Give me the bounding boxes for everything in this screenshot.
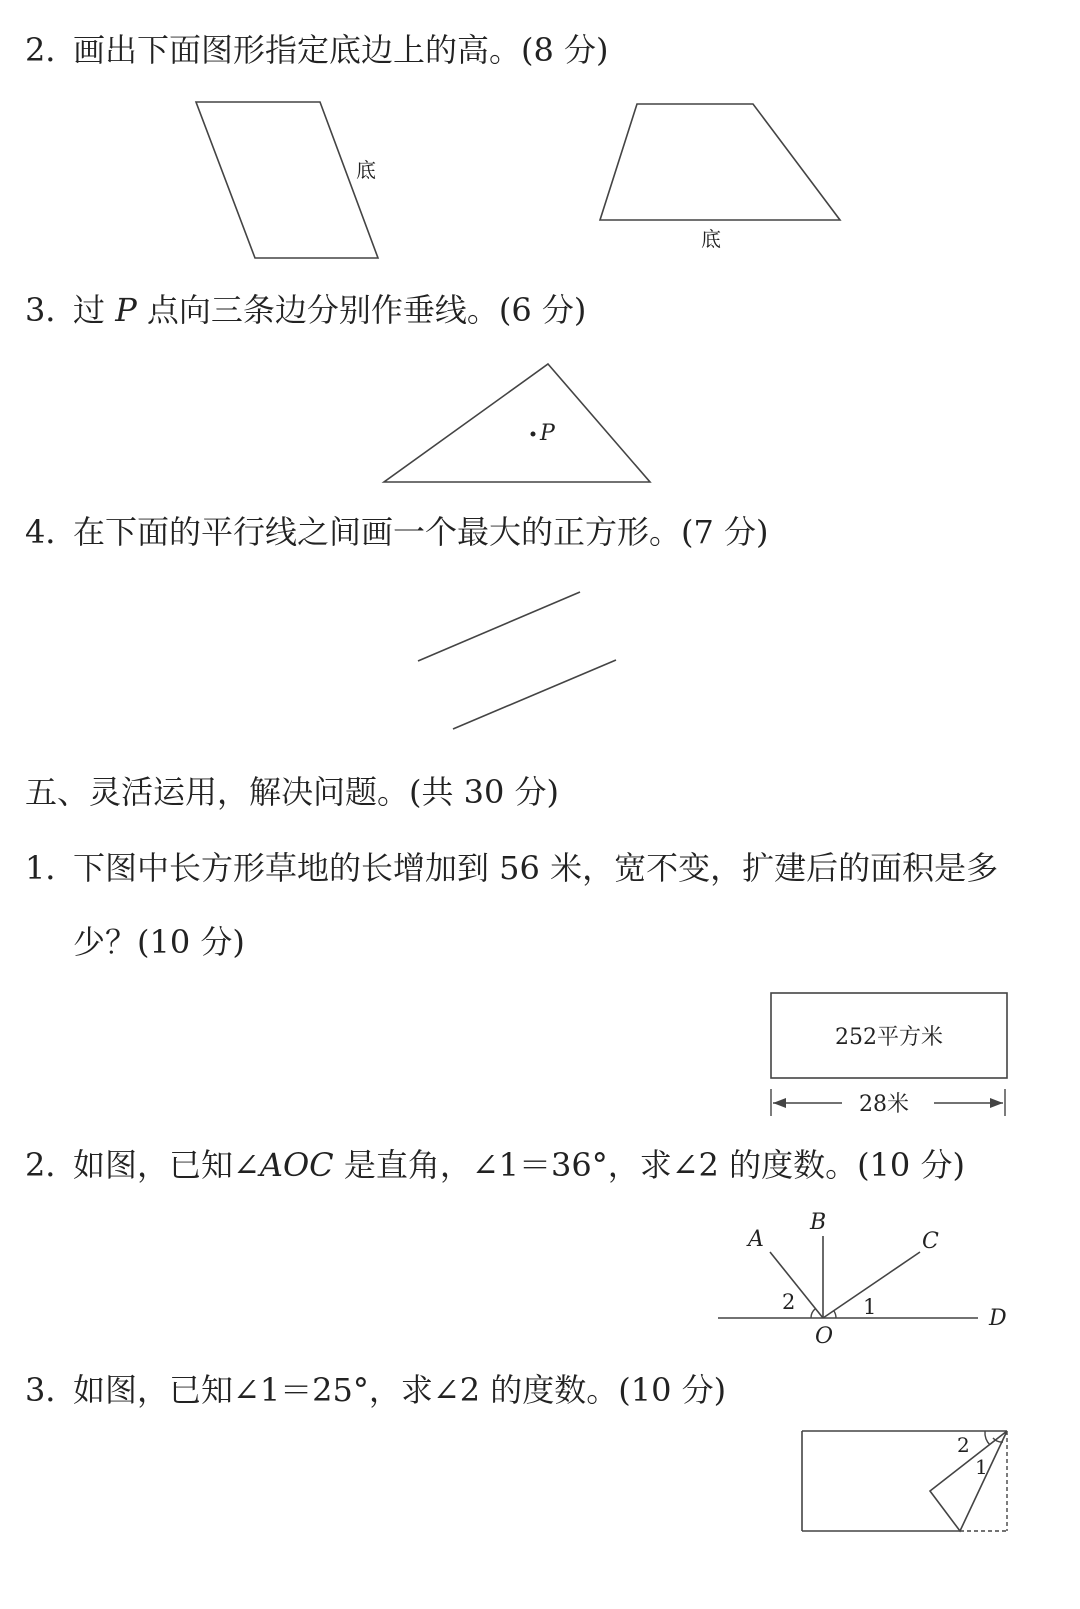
point-var: P [115, 291, 137, 329]
problem-text-pre: 如图，已知∠ [73, 1146, 260, 1184]
parallelogram-base-label: 底 [356, 158, 376, 182]
lawn-area-label: 252平方米 [835, 1025, 943, 1050]
label-a: A [748, 1227, 764, 1252]
parallel-line-bottom [453, 660, 616, 729]
point-p-dot [531, 432, 536, 437]
label-o: O [815, 1324, 834, 1349]
angle-2-arc [811, 1309, 816, 1318]
trapezoid-shape [600, 104, 840, 220]
parallel-line-top [418, 592, 580, 661]
problem-text: 如图，已知∠1＝25°，求∠2 的度数。(10 分) [73, 1371, 727, 1409]
problem-number: 1． [25, 849, 78, 887]
dim-arrow-left [773, 1098, 786, 1108]
angle-2-label: 2 [782, 1290, 796, 1314]
question-number: 4． [25, 513, 78, 551]
angle-2-label-p3: 2 [957, 1433, 970, 1457]
angle-1-label: 1 [863, 1295, 877, 1319]
section-title-text: 五、灵活运用，解决问题。(共 30 分) [25, 773, 560, 811]
label-d: D [989, 1306, 1007, 1331]
lawn-length-label: 28米 [859, 1092, 909, 1117]
triangle-shape [384, 364, 650, 482]
angle-name: AOC [259, 1146, 334, 1184]
question-number: 2． [25, 31, 78, 69]
problem-number: 3． [25, 1371, 78, 1409]
angle-1-arc [834, 1311, 836, 1318]
label-b: B [810, 1210, 827, 1235]
parallelogram-shape [196, 102, 378, 258]
problem-text-line1: 下图中长方形草地的长增加到 56 米，宽不变，扩建后的面积是多 [73, 849, 999, 887]
question-number: 3． [25, 291, 78, 329]
dim-arrow-right [990, 1098, 1003, 1108]
point-p-label: P [540, 421, 555, 446]
question-text-post: 点向三条边分别作垂线。(6 分) [136, 291, 587, 329]
question-text: 画出下面图形指定底边上的高。(8 分) [73, 31, 609, 69]
problem-text-post: 是直角，∠1＝36°，求∠2 的度数。(10 分) [333, 1146, 965, 1184]
problem-text-line2: 少？(10 分) [73, 923, 245, 961]
problem-number: 2． [25, 1146, 78, 1184]
label-c: C [922, 1229, 939, 1254]
angle-1-label-p3: 1 [975, 1455, 988, 1479]
trapezoid-base-label: 底 [701, 227, 721, 251]
question-text: 在下面的平行线之间画一个最大的正方形。(7 分) [73, 513, 769, 551]
question-text-pre: 过 [73, 291, 116, 329]
angle-2-arc-p3 [985, 1431, 990, 1445]
